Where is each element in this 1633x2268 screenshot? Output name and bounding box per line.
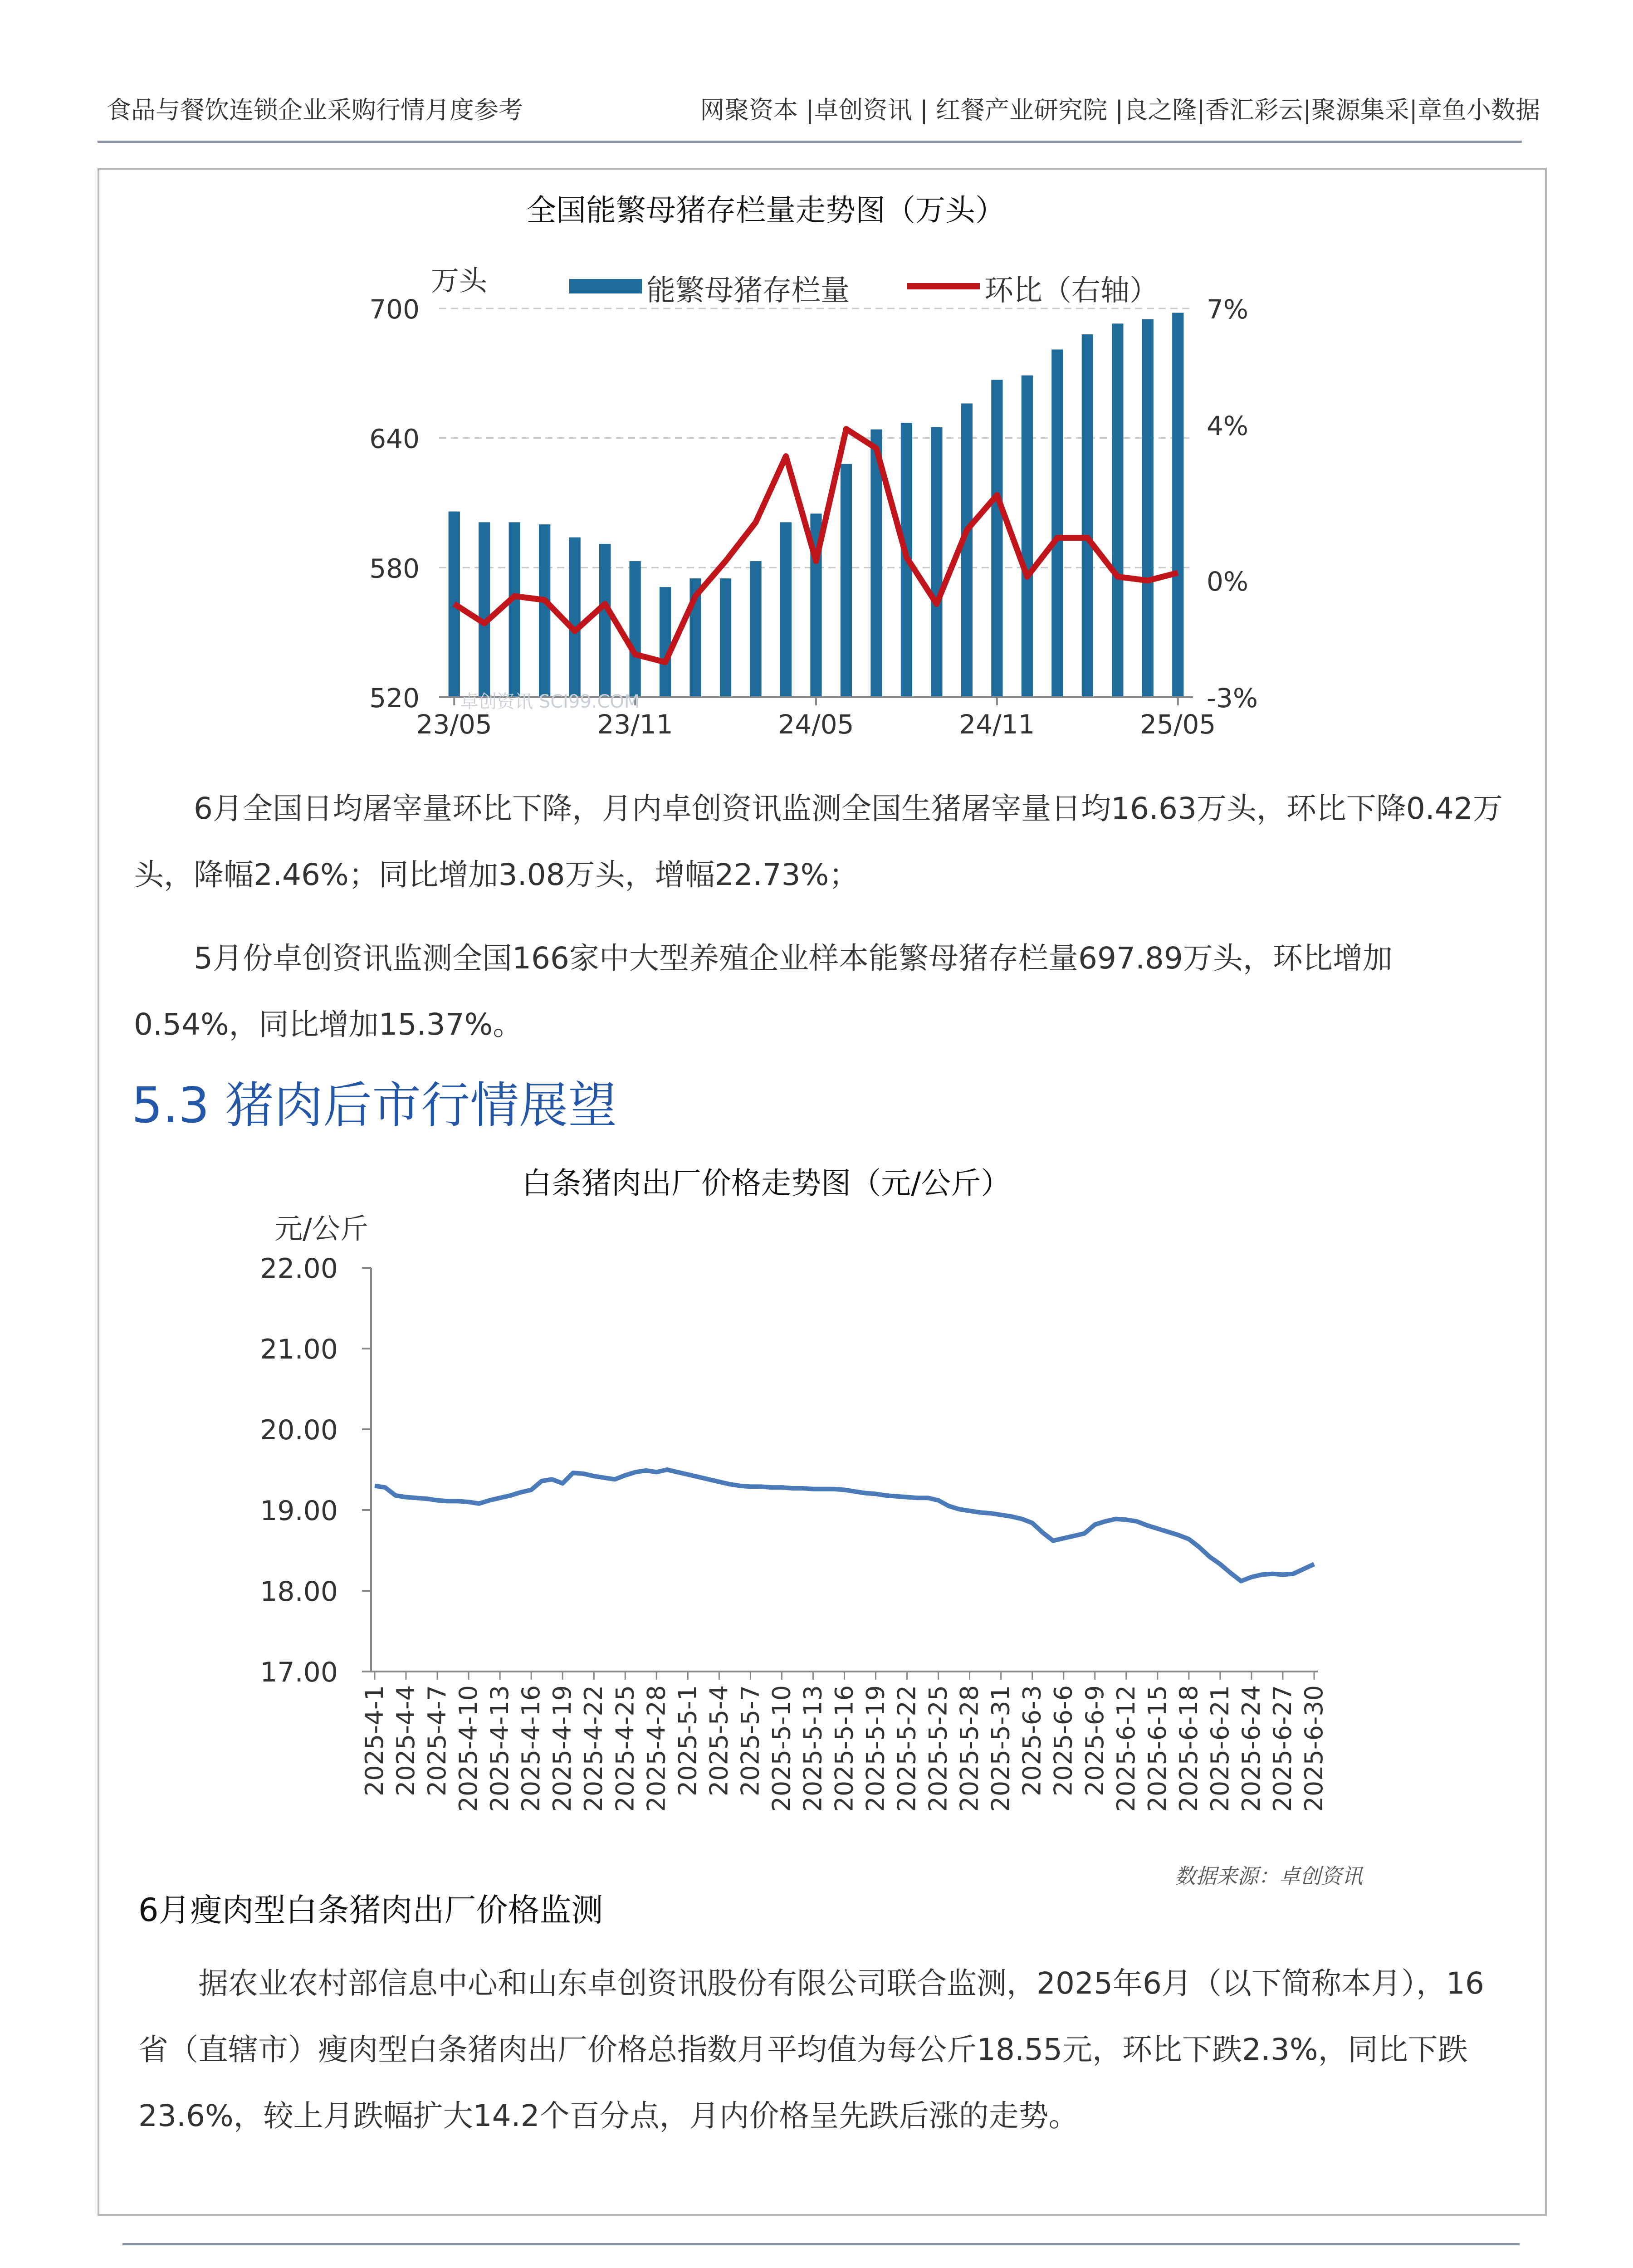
chart2-x-tick-label: 2025-5-16 [830,1685,859,1812]
chart1-x-tick-label: 24/05 [778,709,854,740]
chart1-bar [720,578,731,697]
chart1-bar [1022,376,1033,697]
chart2-x-tick-label: 2025-6-6 [1049,1685,1078,1797]
chart2-x-tick-label: 2025-6-24 [1237,1685,1266,1812]
chart2-x-tick-label: 2025-6-18 [1174,1685,1203,1812]
data-source-note: 数据来源：卓创资讯 [1175,1864,1363,1888]
chart1-bar [750,561,761,697]
legend-bar-swatch [569,279,642,293]
chart1-y-tick-left: 580 [369,553,420,584]
chart1-bar [931,427,942,697]
chart2-x-tick-label: 2025-5-19 [861,1685,890,1812]
chart2-price-line [375,1470,1314,1581]
chart1-y-tick-right: 4% [1207,411,1249,442]
chart1-bar [991,380,1002,697]
paragraph-slaughter [134,776,1515,908]
chart1-bar [569,538,581,697]
footer-divider [122,2243,1520,2245]
paragraph-price-monitoring-text: 据农业农村部信息中心和山东卓创资讯股份有限公司联合监测，2025年6月（以下简称本月），16省（直辖市）瘦肉型白条猪肉出厂价格总指数月平均值为每公斤18.55元，环比下跌2.3%，同比下跌23.6%，较上月跌幅扩大14.2个百分点，月内价格呈先跌后涨的走势。 [138,1966,1484,2133]
chart1-watermark: 卓创资讯 SCI99.COM [460,691,640,712]
chart2-x-tick-label: 2025-4-7 [423,1685,452,1797]
chart1-bar [1172,313,1183,697]
chart2-x-tick-label: 2025-5-28 [955,1685,984,1812]
chart2-x-tick-label: 2025-6-27 [1268,1685,1297,1812]
chart1-title: 全国能繁母猪存栏量走势图（万头） [526,193,1005,228]
section-heading: 5.3 猪肉后市行情展望 [132,1077,617,1134]
chart1-x-tick-label: 23/05 [416,709,492,740]
chart1-y-tick-right: 7% [1207,294,1249,325]
chart2-x-tick-label: 2025-5-10 [767,1685,796,1812]
header-report-title: 食品与餐饮连锁企业采购行情月度参考 [107,96,523,124]
subheading-price-monitoring: 6月瘦肉型白条猪肉出厂价格监测 [138,1892,603,1929]
paragraph-slaughter-text: 6月全国日均屠宰量环比下降，月内卓创资讯监测全国生猪屠宰量日均16.63万头，环比下降0.42万头，降幅2.46%；同比增加3.08万头，增幅22.73%； [134,791,1503,892]
chart2-y-tick-label: 22.00 [260,1253,338,1285]
chart2-x-tick-label: 2025-4-25 [611,1685,640,1812]
chart1-x-tick-label: 24/11 [959,709,1035,740]
chart2-x-tick-label: 2025-6-15 [1143,1685,1172,1812]
pork-price-chart [0,1179,1633,1837]
chart1-bar [479,522,490,697]
chart1-y-tick-right: -3% [1207,683,1258,714]
chart2-x-tick-label: 2025-5-7 [736,1685,765,1797]
chart2-x-tick-label: 2025-4-28 [642,1685,671,1812]
chart2-y-tick-label: 18.00 [260,1576,338,1608]
chart1-bar [660,587,671,697]
chart1-bar [1112,323,1123,697]
chart2-y-unit: 元/公斤 [274,1212,368,1245]
chart2-x-tick-label: 2025-5-22 [892,1685,921,1812]
chart1-bar [780,522,792,697]
chart2-x-tick-label: 2025-5-4 [704,1685,733,1797]
chart2-x-tick-label: 2025-4-10 [454,1685,483,1812]
legend-line-label: 环比（右轴） [984,274,1159,308]
chart1-bar [1142,319,1154,697]
chart2-x-tick-label: 2025-5-13 [798,1685,827,1812]
paragraph-sow-inventory-text: 5月份卓创资讯监测全国166家中大型养殖企业样本能繁母猪存栏量697.89万头，环比增加0.54%，同比增加15.37%。 [134,941,1393,1042]
chart1-bar [599,544,611,697]
chart2-y-tick-label: 20.00 [260,1414,338,1446]
chart1-bar [1051,349,1063,697]
chart1-bar [961,403,973,697]
header-sources: 网聚资本 |卓创资讯 | 红餐产业研究院 |良之隆|香汇彩云|聚源集采|章鱼小数据 [700,96,1540,124]
chart2-x-tick-label: 2025-6-30 [1300,1685,1328,1812]
chart2-x-tick-label: 2025-6-9 [1080,1685,1109,1797]
chart1-y-tick-right: 0% [1207,566,1249,597]
chart1-y-tick-left: 520 [369,683,420,714]
chart2-x-tick-label: 2025-4-22 [579,1685,608,1812]
chart1-bar [629,561,640,697]
chart2-x-tick-label: 2025-5-1 [673,1685,702,1797]
chart1-bar [841,464,852,697]
chart2-x-tick-label: 2025-6-12 [1111,1685,1140,1812]
chart1-y-unit: 万头 [431,264,488,297]
chart1-y-tick-left: 700 [369,294,420,325]
paragraph-price-monitoring [138,1950,1513,2149]
legend-bar-label: 能繁母猪存栏量 [646,274,850,308]
chart2-x-tick-label: 2025-4-13 [485,1685,514,1812]
chart1-x-tick-label: 23/11 [597,709,673,740]
chart2-x-tick-label: 2025-4-16 [517,1685,546,1812]
chart1-y-tick-left: 640 [369,423,420,455]
chart2-x-tick-label: 2025-4-4 [391,1685,420,1797]
chart2-y-tick-label: 21.00 [260,1334,338,1365]
chart2-x-tick-label: 2025-6-21 [1205,1685,1234,1812]
sow-inventory-chart [0,0,1633,771]
chart2-title: 白条猪肉出厂价格走势图（元/公斤） [522,1166,1011,1201]
chart1-bar [509,522,520,697]
chart2-x-tick-label: 2025-4-19 [548,1685,577,1812]
chart1-bar [1082,334,1093,697]
chart2-y-tick-label: 19.00 [260,1495,338,1527]
chart2-x-tick-label: 2025-5-31 [986,1685,1015,1812]
chart2-x-tick-label: 2025-4-1 [360,1685,389,1797]
chart2-y-tick-label: 17.00 [260,1657,338,1688]
paragraph-sow-inventory [134,925,1515,1058]
chart1-x-tick-label: 25/05 [1140,709,1216,740]
chart1-bar [539,524,550,697]
chart2-x-tick-label: 2025-5-25 [924,1685,953,1812]
chart2-x-tick-label: 2025-6-3 [1017,1685,1046,1797]
